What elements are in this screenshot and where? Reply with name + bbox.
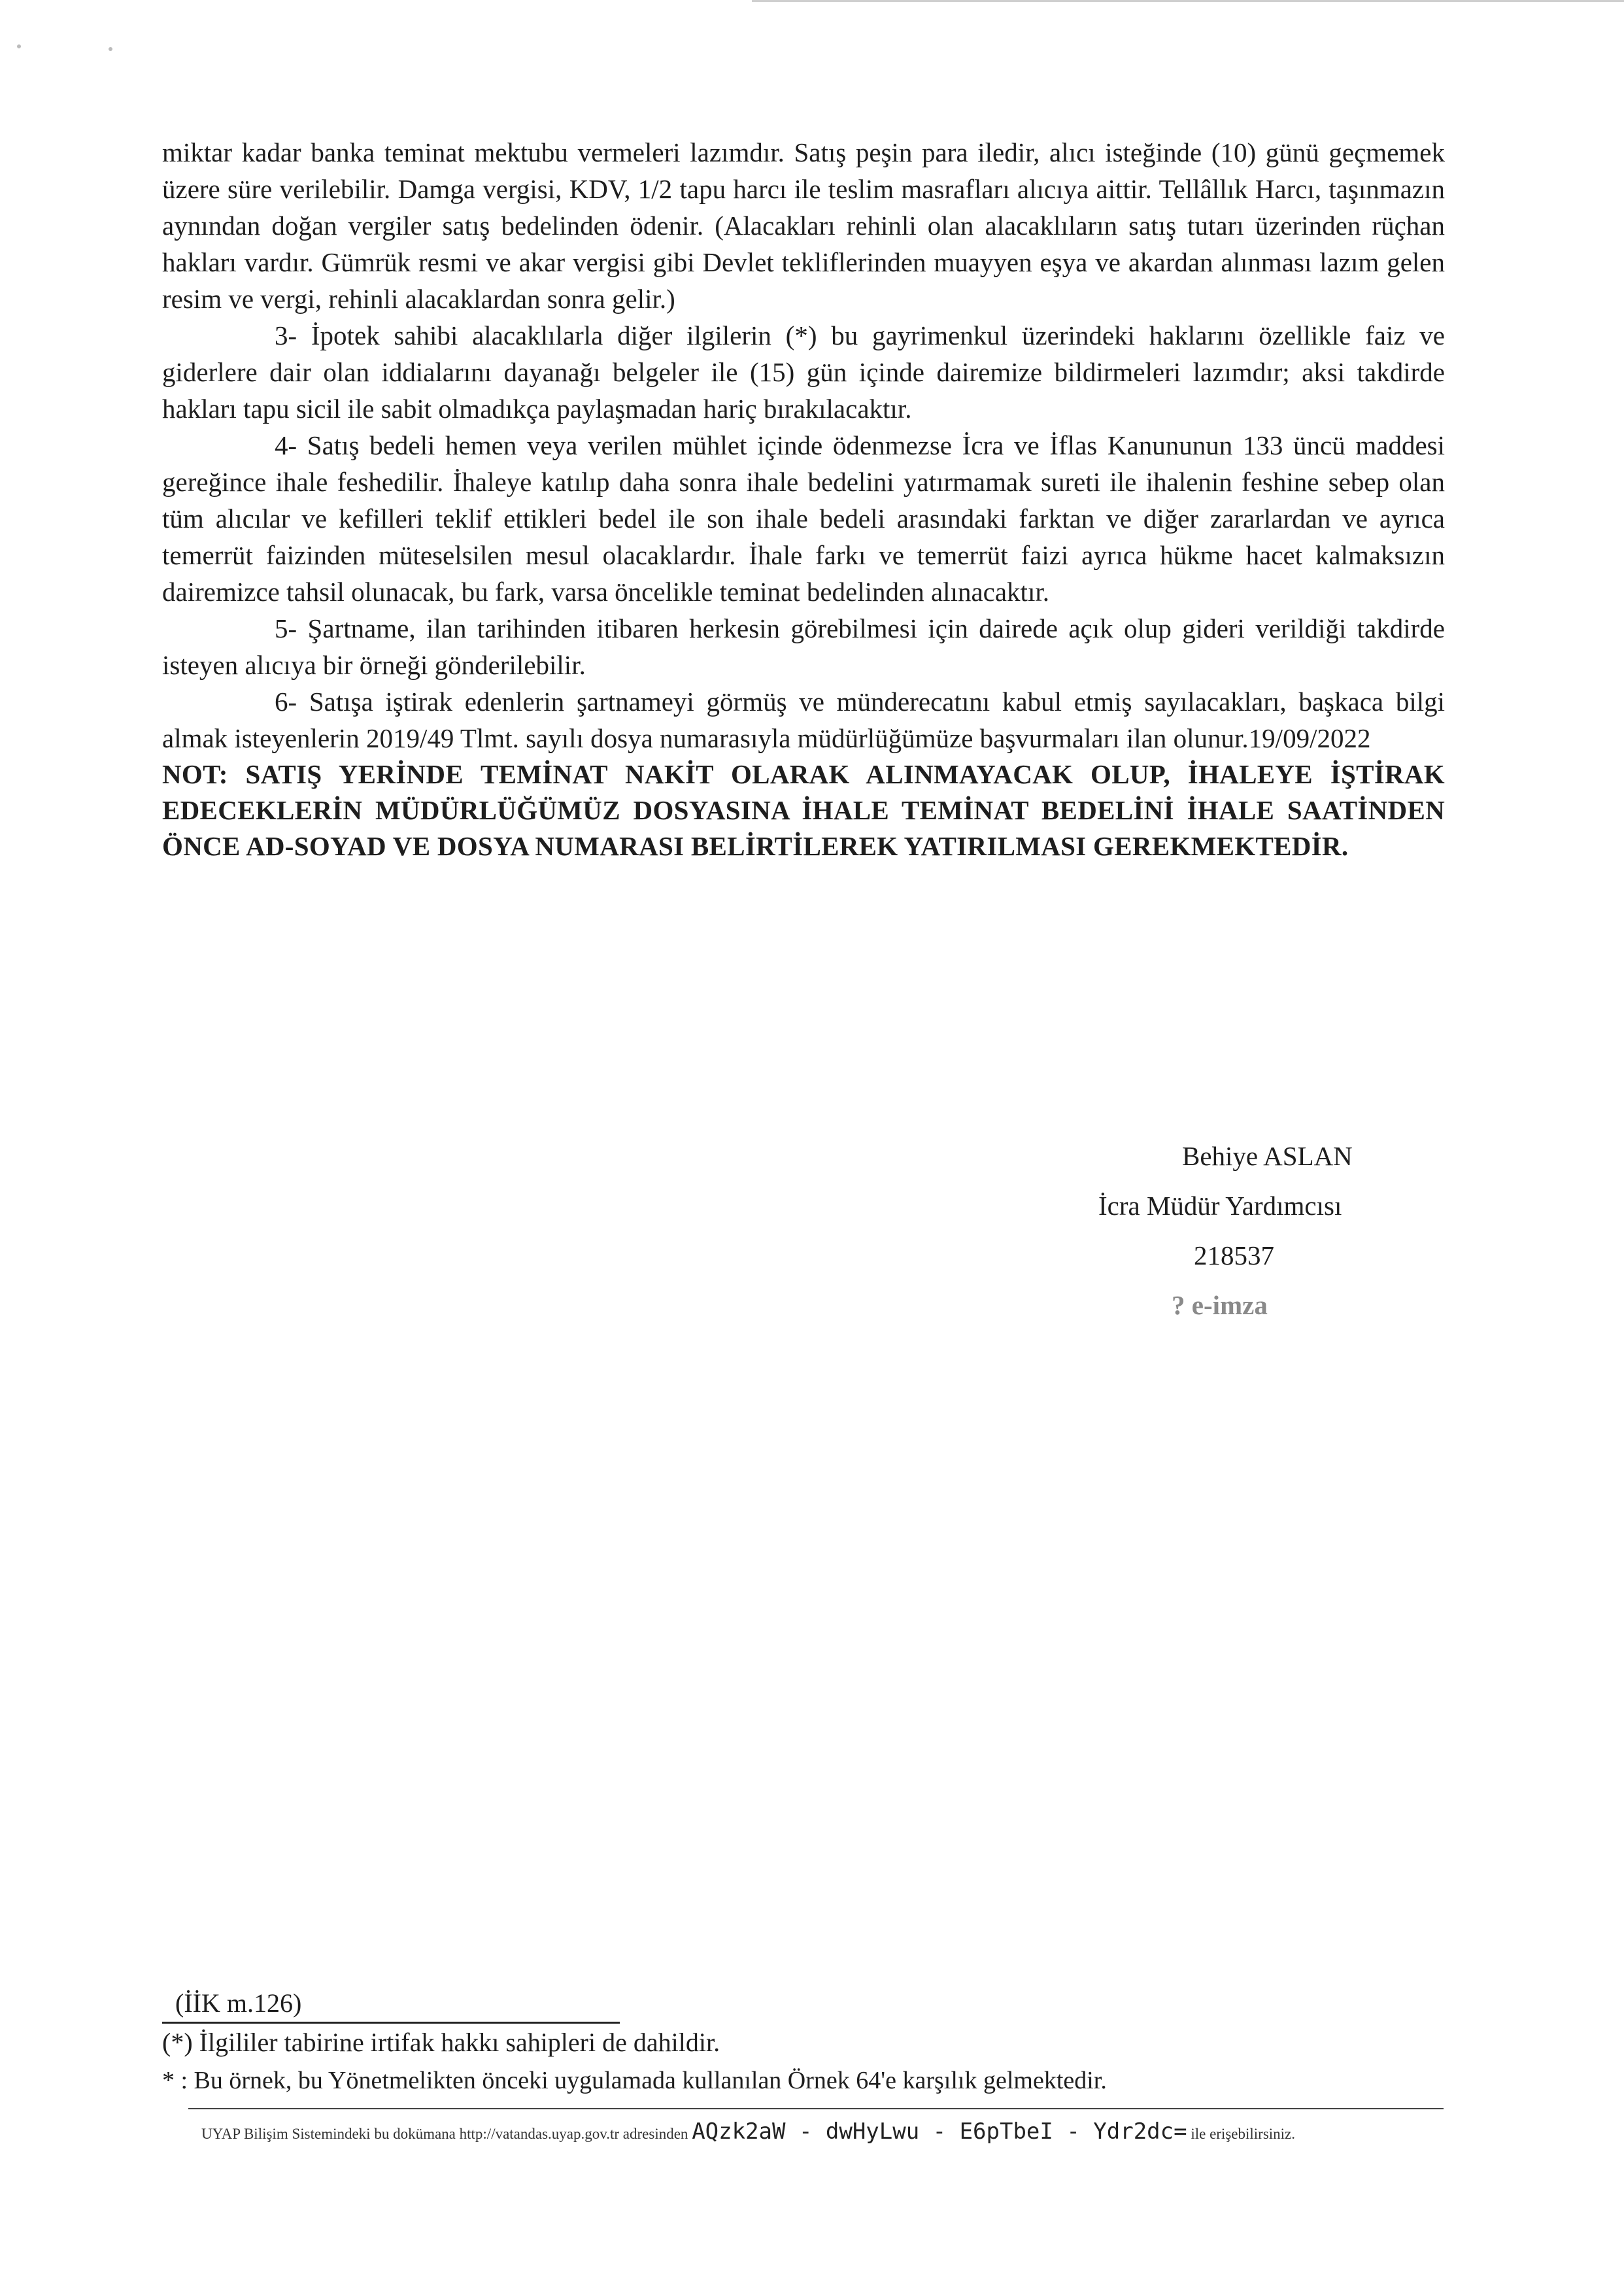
paragraph-5: 5- Şartname, ilan tarihinden itibaren herkesin görebilmesi için dairede açık olup gideri verildiği takdirde isteyen alıcıya bir örneği gönderilebilir. (162, 613, 1445, 680)
paragraph-6: 6- Satışa iştirak edenlerin şartnameyi görmüş ve münderecatını kabul etmiş sayılacakları, başkaca bilgi almak isteyenlerin 2019/49 Tlmt. sayılı dosya numarasıyla müdürlüğümüze başvurmaları ilan olunur.19/09/2022 (162, 687, 1445, 753)
paragraph-3: 3- İpotek sahibi alacaklılarla diğer ilgilerin (*) bu gayrimenkul üzerindeki haklarını özellikle faiz ve giderlere dair olan iddialarını dayanağı belgeler ile (15) gün içinde dairemize bildirmeleri lazımdır; aksi takdirde hakları tapu sicil ile sabit olmadıkça paylaşmadan hariç bırakılacaktır. (162, 320, 1445, 424)
signer-title: İcra Müdür Yardımcısı (1098, 1191, 1342, 1221)
footnote-2: * : Bu örnek, bu Yönetmelikten önceki uygulamada kullanılan Örnek 64'e karşılık gelmektedir. (162, 2067, 1107, 2094)
law-reference: (İİK m.126) (175, 1988, 302, 2018)
signer-id: 218537 (1194, 1240, 1274, 1270)
uyap-verification (201, 2118, 1295, 2147)
document-body (162, 134, 1445, 864)
scan-edge-line (752, 0, 1624, 2)
scan-speck (109, 47, 112, 51)
scan-speck (17, 44, 21, 48)
note-paragraph: NOT: SATIŞ YERİNDE TEMİNAT NAKİT OLARAK ALINMAYACAK OLUP, İHALEYE İŞTİRAK EDECEKLERİN MÜDÜRLÜĞÜMÜZ DOSYASINA İHALE TEMİNAT BEDELİNİ İHALE SAATİNDEN ÖNCE AD-SOYAD VE DOSYA NUMARASI BELİRTİLEREK YATIRILMASI GEREKMEKTEDİR. (162, 759, 1445, 861)
e-signature-mark: ? e-imza (1172, 1290, 1268, 1320)
uyap-prefix: UYAP Bilişim Sistemindeki bu dokümana http://vatandas.uyap.gov.tr adresinden (201, 2126, 688, 2142)
footnote-1: (*) İlgililer tabirine irtifak hakkı sahipleri de dahildir. (162, 2028, 720, 2057)
paragraph-terms: miktar kadar banka teminat mektubu vermeleri lazımdır. Satış peşin para iledir, alıcı isteğinde (10) günü geçmemek üzere süre verilebilir. Damga vergisi, KDV, 1/2 tapu harcı ile teslim masrafları alıcıya aittir. Tellâllık Harcı, taşınmazın aynından doğan vergiler satış bedelinden ödenir. (Alacakları rehinli olan alacaklıların satış tutarı üzerinden rüçhan hakları vardır. Gümrük resmi ve akar vergisi gibi Devlet tekliflerinden muayyen eşya ve akardan alınması lazım gelen resim ve vergi, rehinli alacaklardan sonra gelir.) (162, 137, 1445, 314)
uyap-code: AQzk2aW - dwHyLwu - E6pTbeI - Ydr2dc= (692, 2118, 1187, 2145)
uyap-suffix: ile erişebilirsiniz. (1191, 2126, 1296, 2142)
footnote-divider (162, 2022, 620, 2024)
signer-name: Behiye ASLAN (1182, 1141, 1353, 1171)
uyap-divider (188, 2108, 1444, 2109)
paragraph-4: 4- Satış bedeli hemen veya verilen mühlet içinde ödenmezse İcra ve İflas Kanununun 133 üncü maddesi gereğince ihale feshedilir. İhaleye katılıp daha sonra ihale bedelini yatırmamak sureti ile ihalenin feshine sebep olan tüm alıcılar ve kefilleri teklif ettikleri bedel ile son ihale bedeli arasındaki farktan ve diğer zararlardan ve ayrıca temerrüt faizinden müteselsilen mesul olacaklardır. İhale farkı ve temerrüt faizi ayrıca hükme hacet kalmaksızın dairemizce tahsil olunacak, bu fark, varsa öncelikle teminat bedelinden alınacaktır. (162, 430, 1445, 607)
